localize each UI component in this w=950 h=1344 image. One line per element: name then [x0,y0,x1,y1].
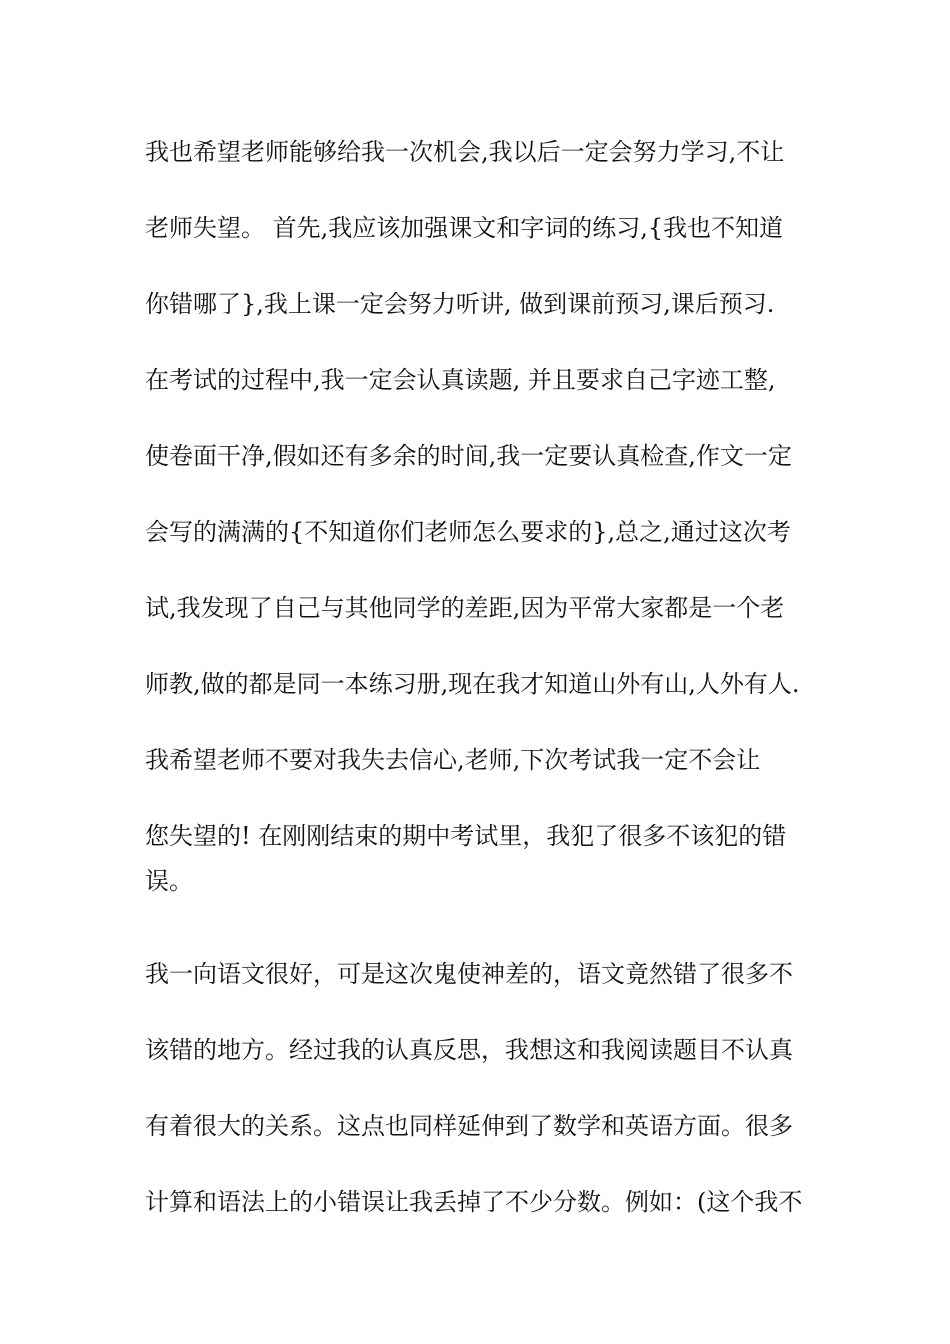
text-line: 试,我发现了自己与其他同学的差距,因为平常大家都是一个老 [145,594,785,622]
text-line: 有着很大的关系。这点也同样延伸到了数学和英语方面。很多 [145,1112,793,1140]
text-line: 该错的地方。经过我的认真反思，我想这和我阅读题目不认真 [145,1036,793,1064]
text-line: 误。 [145,867,193,895]
text-line: 您失望的! 在刚刚结束的期中考试里，我犯了很多不该犯的错 [145,822,787,850]
text-line: 计算和语法上的小错误让我丢掉了不少分数。例如：(这个我不 [145,1188,803,1216]
text-line: 会写的满满的{不知道你们老师怎么要求的},总之,通过这次考 [145,518,791,546]
text-line: 我也希望老师能够给我一次机会,我以后一定会努力学习,不让 [145,138,785,166]
text-line: 师教,做的都是同一本练习册,现在我才知道山外有山,人外有人. [145,670,800,698]
text-line: 我希望老师不要对我失去信心,老师,下次考试我一定不会让 [145,746,761,774]
text-line: 使卷面干净,假如还有多余的时间,我一定要认真检查,作文一定 [145,442,792,470]
text-line: 你错哪了},我上课一定会努力听讲, 做到课前预习,课后预习. [145,290,775,318]
text-line: 老师失望。 首先,我应该加强课文和字词的练习,{我也不知道 [145,214,784,242]
text-line: 在考试的过程中,我一定会认真读题, 并且要求自己字迹工整, [145,366,776,394]
text-line: 我一向语文很好，可是这次鬼使神差的，语文竟然错了很多不 [145,960,793,988]
